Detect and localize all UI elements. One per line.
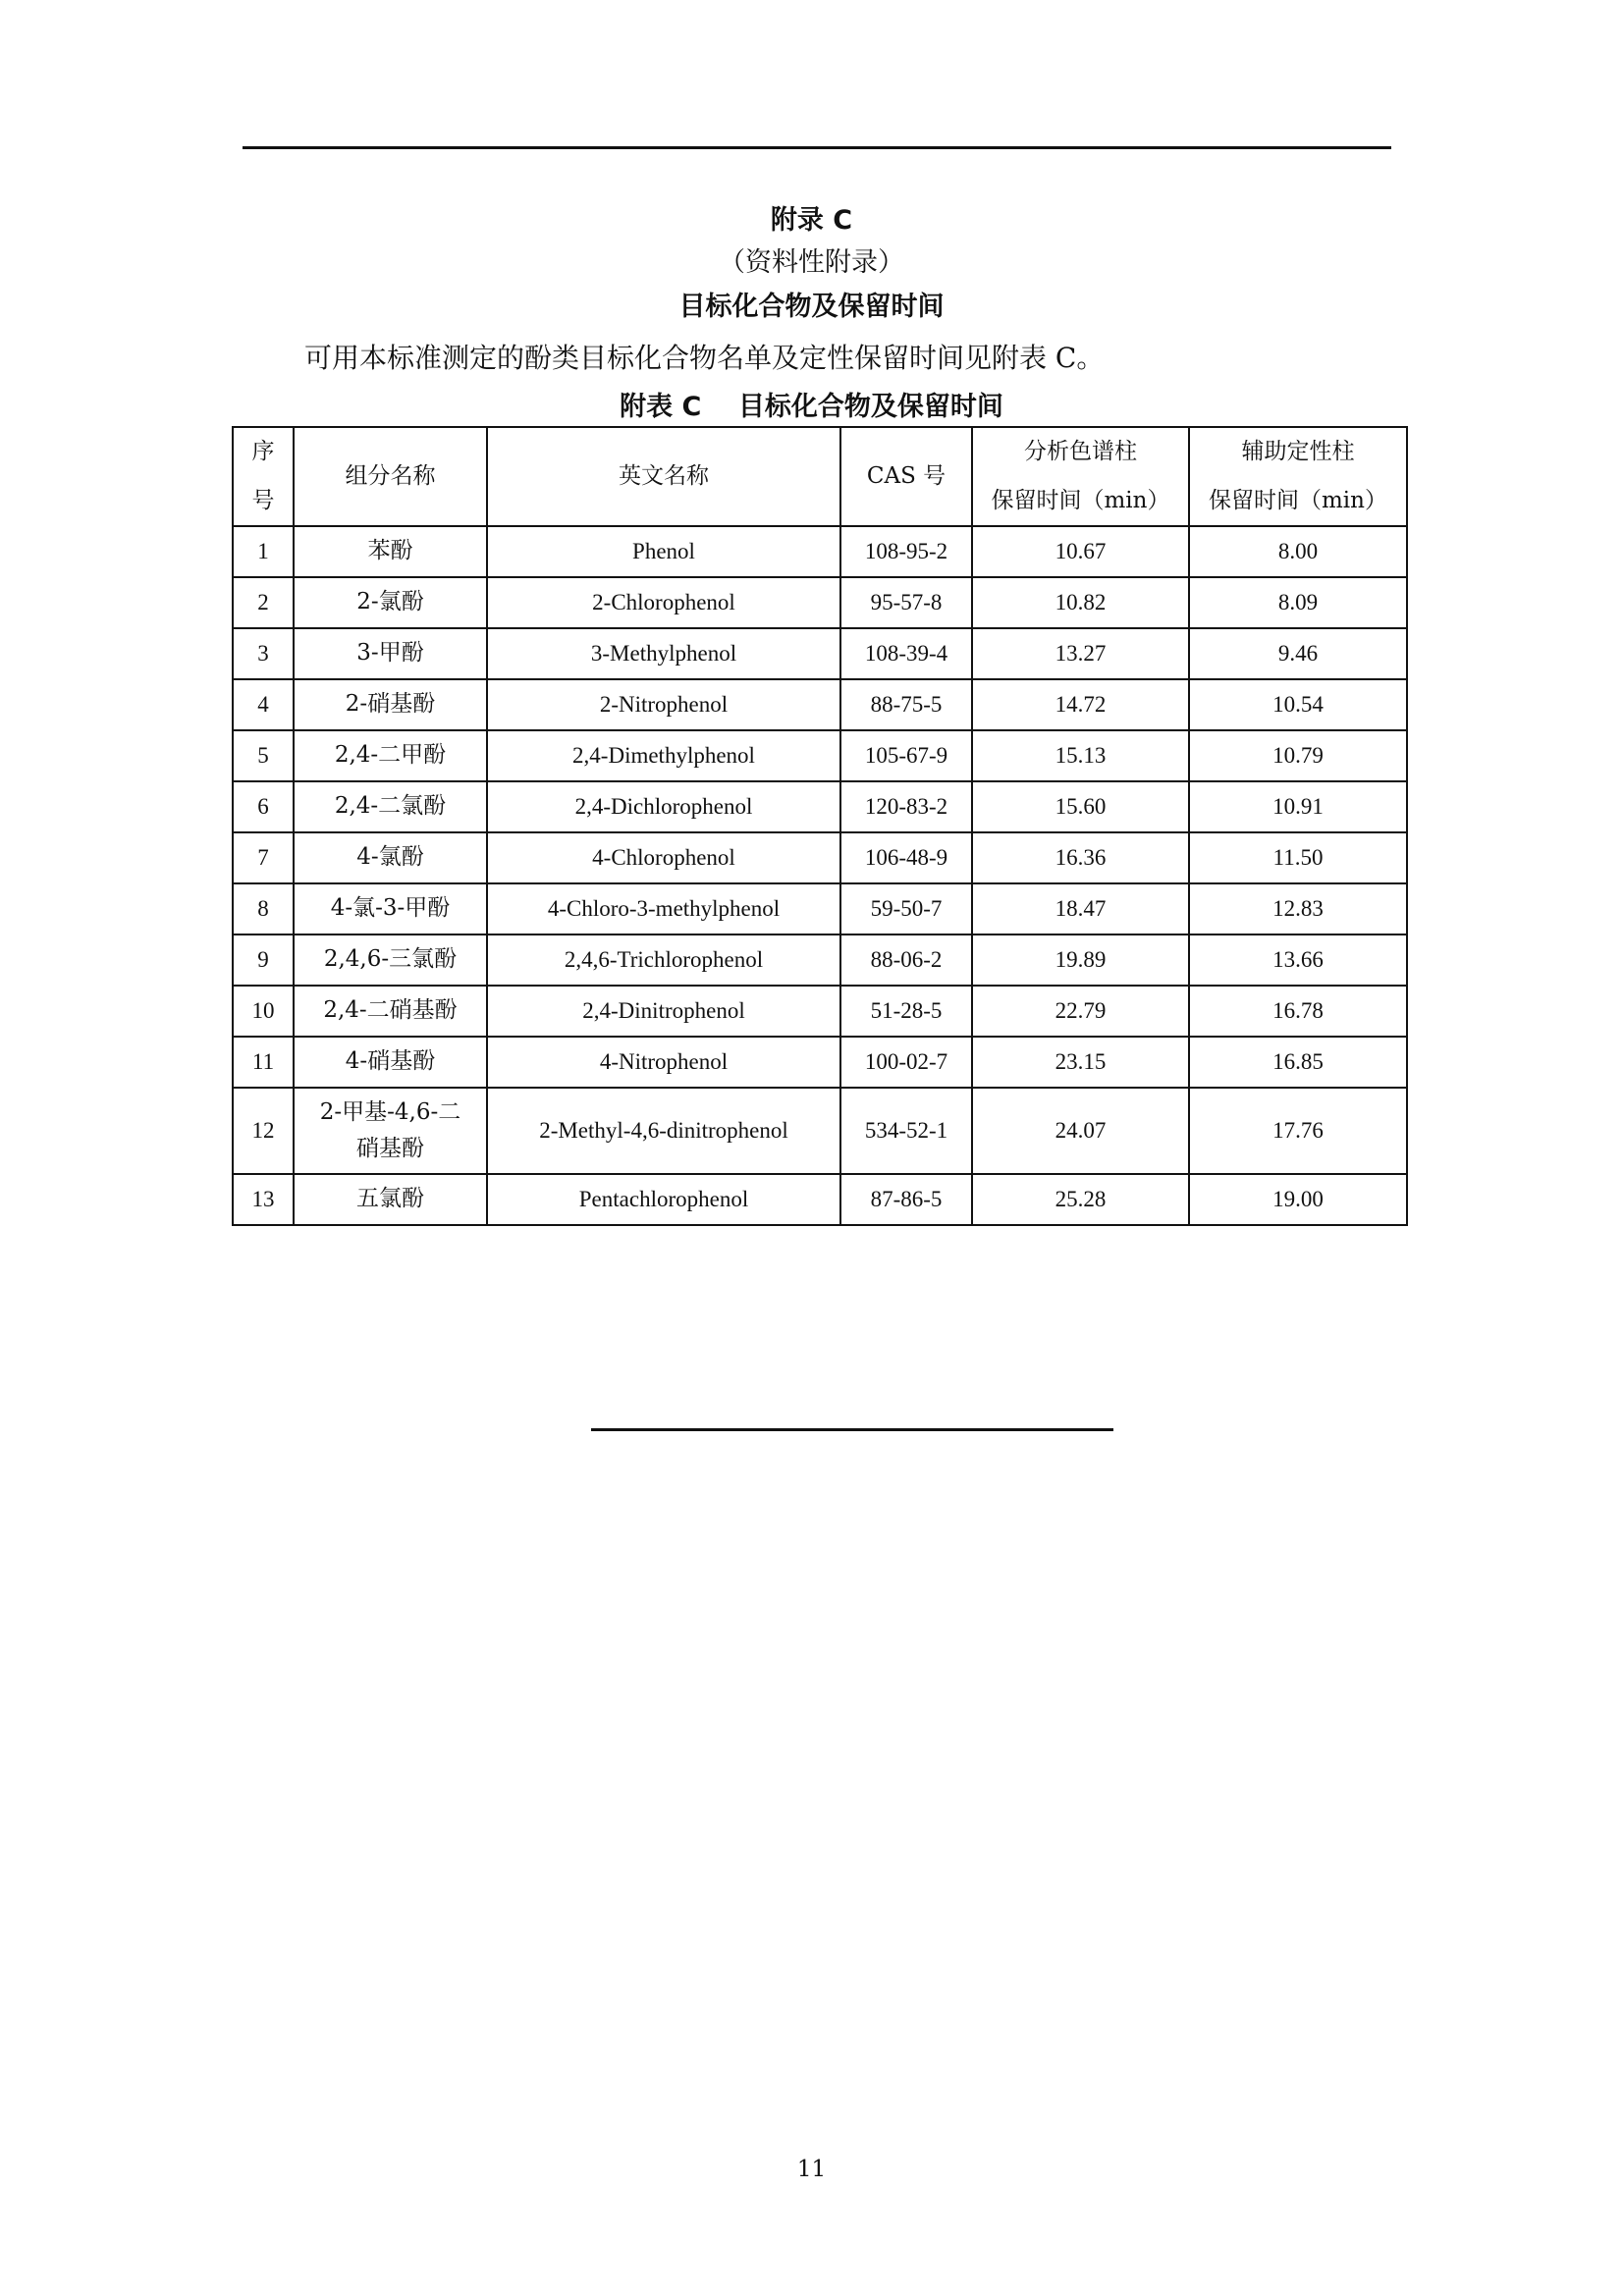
section-heading: 目标化合物及保留时间 [678,292,945,322]
cell-name-cn: 3-甲酚 [294,628,487,679]
table-row [233,1174,1407,1225]
cell-rt-confirm: 19.00 [1189,1174,1407,1225]
cell-index: 4 [233,679,294,730]
cell-name-en: 4-Nitrophenol [487,1037,840,1088]
cell-name-cn: 2,4-二硝基酚 [294,986,487,1037]
cell-rt-analytical: 19.89 [972,934,1189,986]
cell-name-en: 2-Nitrophenol [487,679,840,730]
cell-name-en: 2-Chlorophenol [487,577,840,628]
cell-cas: 108-39-4 [840,628,972,679]
cell-name-cn-line2: 硝基酚 [356,1136,424,1161]
cell-name-cn: 2-氯酚 [294,577,487,628]
cell-rt-analytical: 24.07 [972,1088,1189,1174]
cell-cas: 106-48-9 [840,832,972,883]
cell-name-en: 2,4-Dinitrophenol [487,986,840,1037]
cell-cas: 534-52-1 [840,1088,972,1174]
table-row [233,986,1407,1037]
cell-name-en: 4-Chloro-3-methylphenol [487,883,840,934]
header-index [233,427,294,526]
cell-index: 3 [233,628,294,679]
cell-name-en: 4-Chlorophenol [487,832,840,883]
cell-index: 11 [233,1037,294,1088]
cell-rt-confirm: 13.66 [1189,934,1407,986]
cell-index: 10 [233,986,294,1037]
cell-name-en: 3-Methylphenol [487,628,840,679]
end-rule [591,1428,1113,1431]
cell-name-cn: 2-硝基酚 [294,679,487,730]
table-row [233,628,1407,679]
cell-cas: 108-95-2 [840,526,972,577]
cell-rt-analytical: 15.13 [972,730,1189,781]
header-rule [243,146,1391,149]
page-number: 11 [796,2157,827,2182]
cell-rt-confirm: 10.54 [1189,679,1407,730]
cell-name-en: 2,4-Dimethylphenol [487,730,840,781]
cell-index: 12 [233,1088,294,1174]
cell-name-cn: 2,4,6-三氯酚 [294,934,487,986]
cell-cas: 100-02-7 [840,1037,972,1088]
cell-rt-confirm: 16.78 [1189,986,1407,1037]
header-confirm-line2: 保留时间（min） [1209,487,1387,513]
table-caption: 附表 C 目标化合物及保留时间 [620,392,1003,422]
cell-name-en: Phenol [487,526,840,577]
cell-name-en: 2-Methyl-4,6-dinitrophenol [487,1088,840,1174]
table-row [233,577,1407,628]
header-cas: CAS 号 [840,427,972,526]
cell-cas: 88-75-5 [840,679,972,730]
header-index-line1: 序 [251,439,275,465]
cell-name-en: 2,4,6-Trichlorophenol [487,934,840,986]
cell-rt-analytical: 23.15 [972,1037,1189,1088]
cell-name-cn: 苯酚 [294,526,487,577]
header-analytical-line2: 保留时间（min） [991,487,1170,513]
table-row [233,730,1407,781]
header-analytical-line1: 分析色谱柱 [1024,439,1137,465]
cell-rt-analytical: 13.27 [972,628,1189,679]
cell-name-cn: 4-硝基酚 [294,1037,487,1088]
intro-paragraph: 可用本标准测定的酚类目标化合物名单及定性保留时间见附表 C。 [304,342,1105,374]
cell-rt-analytical: 10.67 [972,526,1189,577]
cell-index: 1 [233,526,294,577]
cell-index: 9 [233,934,294,986]
cell-rt-confirm: 8.00 [1189,526,1407,577]
cell-name-en: 2,4-Dichlorophenol [487,781,840,832]
cell-name-en: Pentachlorophenol [487,1174,840,1225]
table-row [233,883,1407,934]
cell-rt-analytical: 25.28 [972,1174,1189,1225]
cell-rt-confirm: 12.83 [1189,883,1407,934]
cell-cas: 88-06-2 [840,934,972,986]
cell-name-cn [294,1088,487,1174]
retention-time-table [232,426,1408,1226]
header-analytical-column [972,427,1189,526]
table-row [233,526,1407,577]
cell-index: 13 [233,1174,294,1225]
cell-rt-confirm: 10.91 [1189,781,1407,832]
cell-name-cn: 2,4-二甲酚 [294,730,487,781]
table-row [233,832,1407,883]
cell-name-cn: 五氯酚 [294,1174,487,1225]
cell-cas: 95-57-8 [840,577,972,628]
cell-name-cn: 4-氯酚 [294,832,487,883]
appendix-title: 附录 C [770,205,853,236]
table-row [233,781,1407,832]
cell-rt-analytical: 16.36 [972,832,1189,883]
cell-name-cn: 2,4-二氯酚 [294,781,487,832]
header-confirm-column [1189,427,1407,526]
header-name-en: 英文名称 [487,427,840,526]
cell-index: 5 [233,730,294,781]
cell-cas: 105-67-9 [840,730,972,781]
cell-index: 6 [233,781,294,832]
cell-cas: 87-86-5 [840,1174,972,1225]
cell-rt-analytical: 22.79 [972,986,1189,1037]
cell-rt-analytical: 10.82 [972,577,1189,628]
table-row [233,679,1407,730]
cell-rt-confirm: 17.76 [1189,1088,1407,1174]
cell-index: 7 [233,832,294,883]
cell-rt-confirm: 9.46 [1189,628,1407,679]
table-header-row [233,427,1407,526]
cell-name-cn-line1: 2-甲基-4,6-二 [319,1098,461,1125]
cell-rt-confirm: 8.09 [1189,577,1407,628]
appendix-subtitle: （资料性附录） [719,247,904,278]
cell-rt-analytical: 15.60 [972,781,1189,832]
cell-cas: 120-83-2 [840,781,972,832]
table-row [233,1088,1407,1174]
cell-cas: 51-28-5 [840,986,972,1037]
table-row [233,934,1407,986]
cell-rt-confirm: 10.79 [1189,730,1407,781]
table-row [233,1037,1407,1088]
cell-rt-analytical: 18.47 [972,883,1189,934]
header-index-line2: 号 [251,487,275,513]
cell-index: 8 [233,883,294,934]
cell-index: 2 [233,577,294,628]
cell-cas: 59-50-7 [840,883,972,934]
cell-rt-analytical: 14.72 [972,679,1189,730]
cell-rt-confirm: 16.85 [1189,1037,1407,1088]
cell-name-cn: 4-氯-3-甲酚 [294,883,487,934]
header-name-cn: 组分名称 [294,427,487,526]
header-confirm-line1: 辅助定性柱 [1241,439,1355,465]
cell-rt-confirm: 11.50 [1189,832,1407,883]
